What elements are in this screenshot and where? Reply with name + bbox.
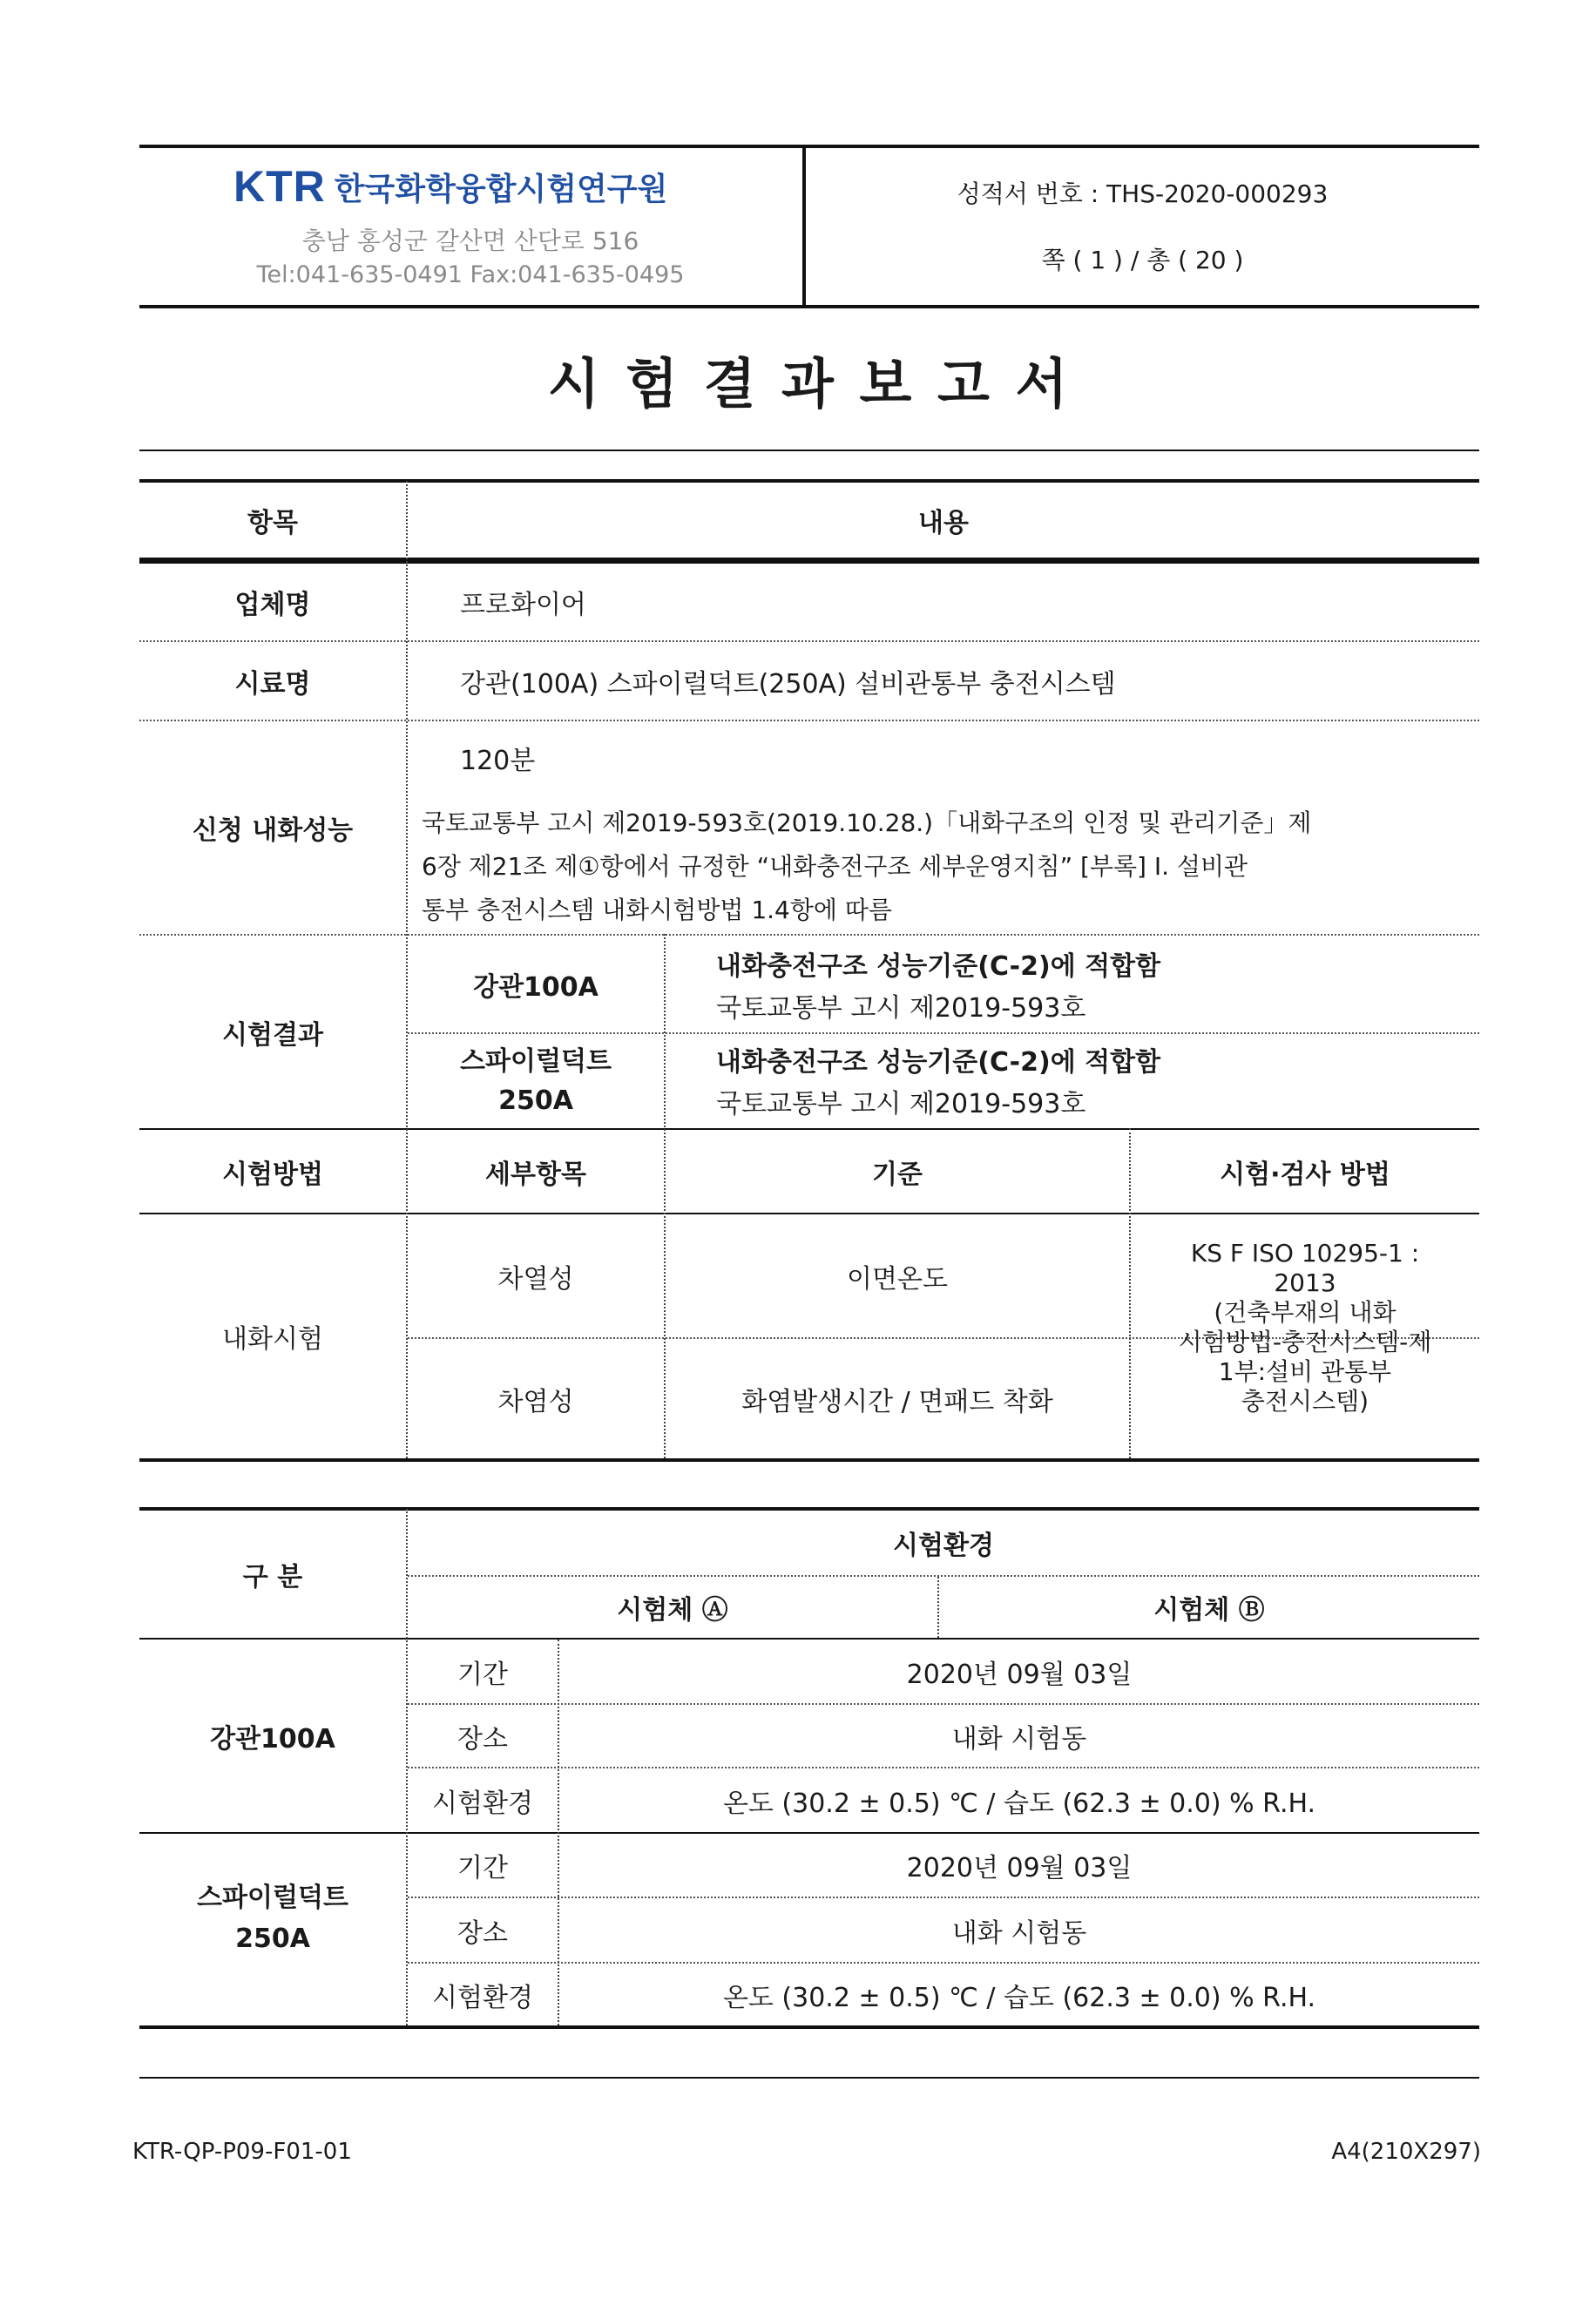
result2-item-line1: 스파이럴덕트 <box>460 1046 612 1077</box>
row-place-label: 장소 <box>457 1723 508 1755</box>
group1-label: 강관100A <box>210 1723 335 1755</box>
method-kind: 내화시험 <box>222 1324 323 1355</box>
header-divider <box>802 145 806 308</box>
head-item: 항목 <box>247 508 298 538</box>
paper-size: A4(210X297) <box>1331 2139 1481 2165</box>
sample-label: 시료명 <box>234 668 311 700</box>
group1-period: 2020년 09월 03일 <box>906 1659 1133 1690</box>
form-code: KTR-QP-P09-F01-01 <box>132 2139 352 2165</box>
group2-label-line1: 스파이럴덕트 <box>197 1883 348 1913</box>
result2-verdict: 내화충전구조 성능기준(C-2)에 적합함 <box>716 1047 1161 1078</box>
group2-period: 2020년 09월 03일 <box>906 1853 1133 1883</box>
env-head: 시험환경 <box>893 1531 994 1561</box>
perf-desc-line1: 국토교통부 고시 제2019-593호(2019.10.28.)「내화구조의 인정 및 관리기준」제 <box>422 808 1312 837</box>
specimen-a-head: 시험체 Ⓐ <box>617 1595 728 1626</box>
table1-head-rule <box>139 558 1479 564</box>
group2-label-line2: 250A <box>235 1923 310 1954</box>
row-place-label: 장소 <box>457 1917 508 1949</box>
company-label: 업체명 <box>234 590 311 620</box>
result-label: 시험결과 <box>222 1019 323 1051</box>
table2-bottom-rule <box>139 2025 1479 2029</box>
group2-env: 온도 (30.2 ± 0.5) ℃ / 습도 (62.3 ± 0.0) % R.H. <box>722 1982 1316 2013</box>
method-standard-line: 2013 <box>1274 1268 1336 1297</box>
method-head-method: 시험·검사 방법 <box>1220 1159 1390 1190</box>
group1-place: 내화 시험동 <box>951 1723 1087 1755</box>
method-row2-detail: 차염성 <box>497 1386 574 1417</box>
document-title: 시 험 결 과 보 고 서 <box>547 351 1072 416</box>
method-standard-line: (건축부재의 내화 <box>1214 1298 1396 1327</box>
specimen-b-head: 시험체 Ⓑ <box>1153 1595 1265 1626</box>
result1-basis: 국토교통부 고시 제2019-593호 <box>716 993 1086 1024</box>
header-bottom-rule <box>139 305 1479 308</box>
row-divider <box>408 1032 1479 1034</box>
method-standard-line: 1부:설비 관통부 <box>1218 1357 1392 1386</box>
method-row1-detail: 차열성 <box>497 1263 574 1295</box>
perf-label: 신청 내화성능 <box>192 815 354 846</box>
company-value: 프로화이어 <box>460 590 586 620</box>
method-head-criteria: 기준 <box>872 1159 923 1190</box>
method-standard-line: KS F ISO 10295-1 : <box>1190 1239 1420 1268</box>
result2-basis: 국토교통부 고시 제2019-593호 <box>716 1089 1086 1119</box>
footer-rule <box>139 2077 1479 2079</box>
report-number: 성적서 번호 : THS-2020-000293 <box>957 179 1329 208</box>
method-label: 시험방법 <box>222 1159 323 1190</box>
method-row1-criteria: 이면온도 <box>847 1263 948 1295</box>
header-top-rule <box>139 145 1479 148</box>
method-head-detail: 세부항목 <box>485 1159 586 1190</box>
perf-desc-line2: 6장 제21조 제①항에서 규정한 “내화충전구조 세부운영지침” [부록] Ⅰ. 설비관 <box>422 852 1248 881</box>
company-address: 충남 홍성군 갈산면 산단로 516 <box>301 227 639 255</box>
result1-item: 강관100A <box>473 971 598 1003</box>
method-row2-criteria: 화염발생시간 / 면패드 착화 <box>741 1386 1053 1417</box>
company-contact: Tel:041-635-0491 Fax:041-635-0495 <box>256 260 685 288</box>
division-label: 구 분 <box>242 1562 303 1592</box>
row-env-label: 시험환경 <box>432 1982 533 2013</box>
method-standard <box>1131 1239 1479 1417</box>
table1-bottom-rule <box>139 1458 1479 1462</box>
head-content: 내용 <box>918 508 969 538</box>
sample-value: 강관(100A) 스파이럴덕트(250A) 설비관통부 충전시스템 <box>460 668 1116 700</box>
title-rule <box>139 450 1479 451</box>
group2-place: 내화 시험동 <box>951 1917 1087 1949</box>
row-period-label: 기간 <box>457 1853 508 1883</box>
perf-desc-line3: 통부 충전시스템 내화시험방법 1.4항에 따름 <box>422 896 892 924</box>
result2-item-line2: 250A <box>498 1085 573 1116</box>
page-info: 쪽 ( 1 ) / 총 ( 20 ) <box>1041 246 1244 274</box>
group1-env: 온도 (30.2 ± 0.5) ℃ / 습도 (62.3 ± 0.0) % R.H. <box>722 1788 1316 1819</box>
row-env-label: 시험환경 <box>432 1788 533 1819</box>
perf-time: 120분 <box>460 746 536 776</box>
logo-mark: KTR <box>233 162 326 211</box>
result1-verdict: 내화충전구조 성능기준(C-2)에 적합함 <box>716 951 1161 982</box>
logo-name: 한국화학융합시험연구원 <box>334 171 668 207</box>
method-standard-line: 시험방법-충전시스템-제 <box>1178 1328 1432 1356</box>
ktr-logo <box>233 162 667 211</box>
method-standard-line: 충전시스템) <box>1241 1387 1369 1416</box>
row-period-label: 기간 <box>457 1659 508 1690</box>
